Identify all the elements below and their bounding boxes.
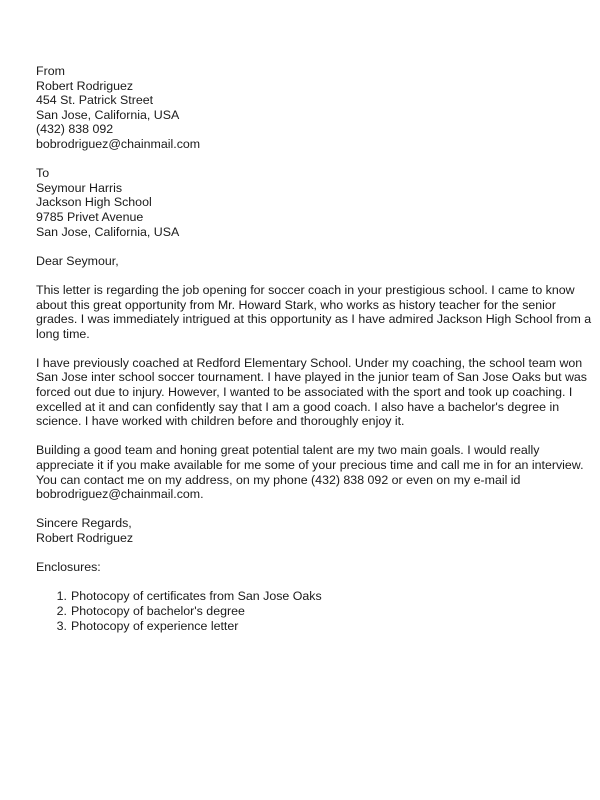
closing-phrase: Sincere Regards, [36,516,132,531]
sender-heading: From [36,64,65,78]
enclosure-item [56,618,592,634]
letter-document [36,64,592,633]
sender-street: 454 St. Patrick Street [36,93,154,108]
body-paragraph-3: Building a good team and honing great potential talent are my two main goals. I would really appreciate it if you make available for me some of your precious time and call me in for an interview. You can contact me on my address, on my phone (432) 838 092 or even on my e-mail id bobrodriguez@chainmail.com. [36,443,584,502]
recipient-city: San Jose, California, USA [36,224,180,239]
enclosures-list [36,589,592,633]
enclosure-text: Photocopy of certificates from San Jose Oaks [71,589,322,604]
closing-block [36,516,592,545]
sender-city: San Jose, California, USA [36,107,180,122]
salutation: Dear Seymour, [36,253,119,268]
recipient-organization: Jackson High School [36,195,152,210]
recipient-address-block [36,166,592,239]
signature-name: Robert Rodriguez [36,531,134,545]
enclosures-heading: Enclosures: [36,560,101,575]
sender-email: bobrodriguez@chainmail.com [36,136,201,151]
sender-address-block [36,64,592,152]
enclosure-number: 3. [56,618,67,633]
recipient-name: Seymour Harris [36,180,123,195]
body-paragraph-2: I have previously coached at Redford Elementary School. Under my coaching, the school team won San Jose inter school soccer tournament. I have played in the junior team of San Jose Oaks but was forced out due to injury. However, I wanted to be associated with the sport and took up coaching. I excelled at it and can confidently say that I am a good coach. I also have a bachelor's degree in science. I have worked with children before and thoroughly enjoy it. [36,355,587,429]
sender-name: Robert Rodriguez [36,78,134,93]
body-paragraph-1: This letter is regarding the job opening for soccer coach in your prestigious school. I came to know about this great opportunity from Mr. Howard Stark, who works as history teacher for the senior grades. I was immediately intrigued at this opportunity as I have admired Jackson High School from a long time. [36,282,592,341]
enclosure-text: Photocopy of bachelor's degree [71,603,245,618]
sender-phone: (432) 838 092 [36,122,114,137]
enclosure-number: 2. [56,603,67,618]
recipient-heading: To [36,166,50,181]
enclosure-text: Photocopy of experience letter [71,618,239,633]
recipient-street: 9785 Privet Avenue [36,209,144,224]
enclosure-item [56,603,592,619]
enclosure-item [56,589,592,604]
enclosure-number: 1. [56,589,67,604]
